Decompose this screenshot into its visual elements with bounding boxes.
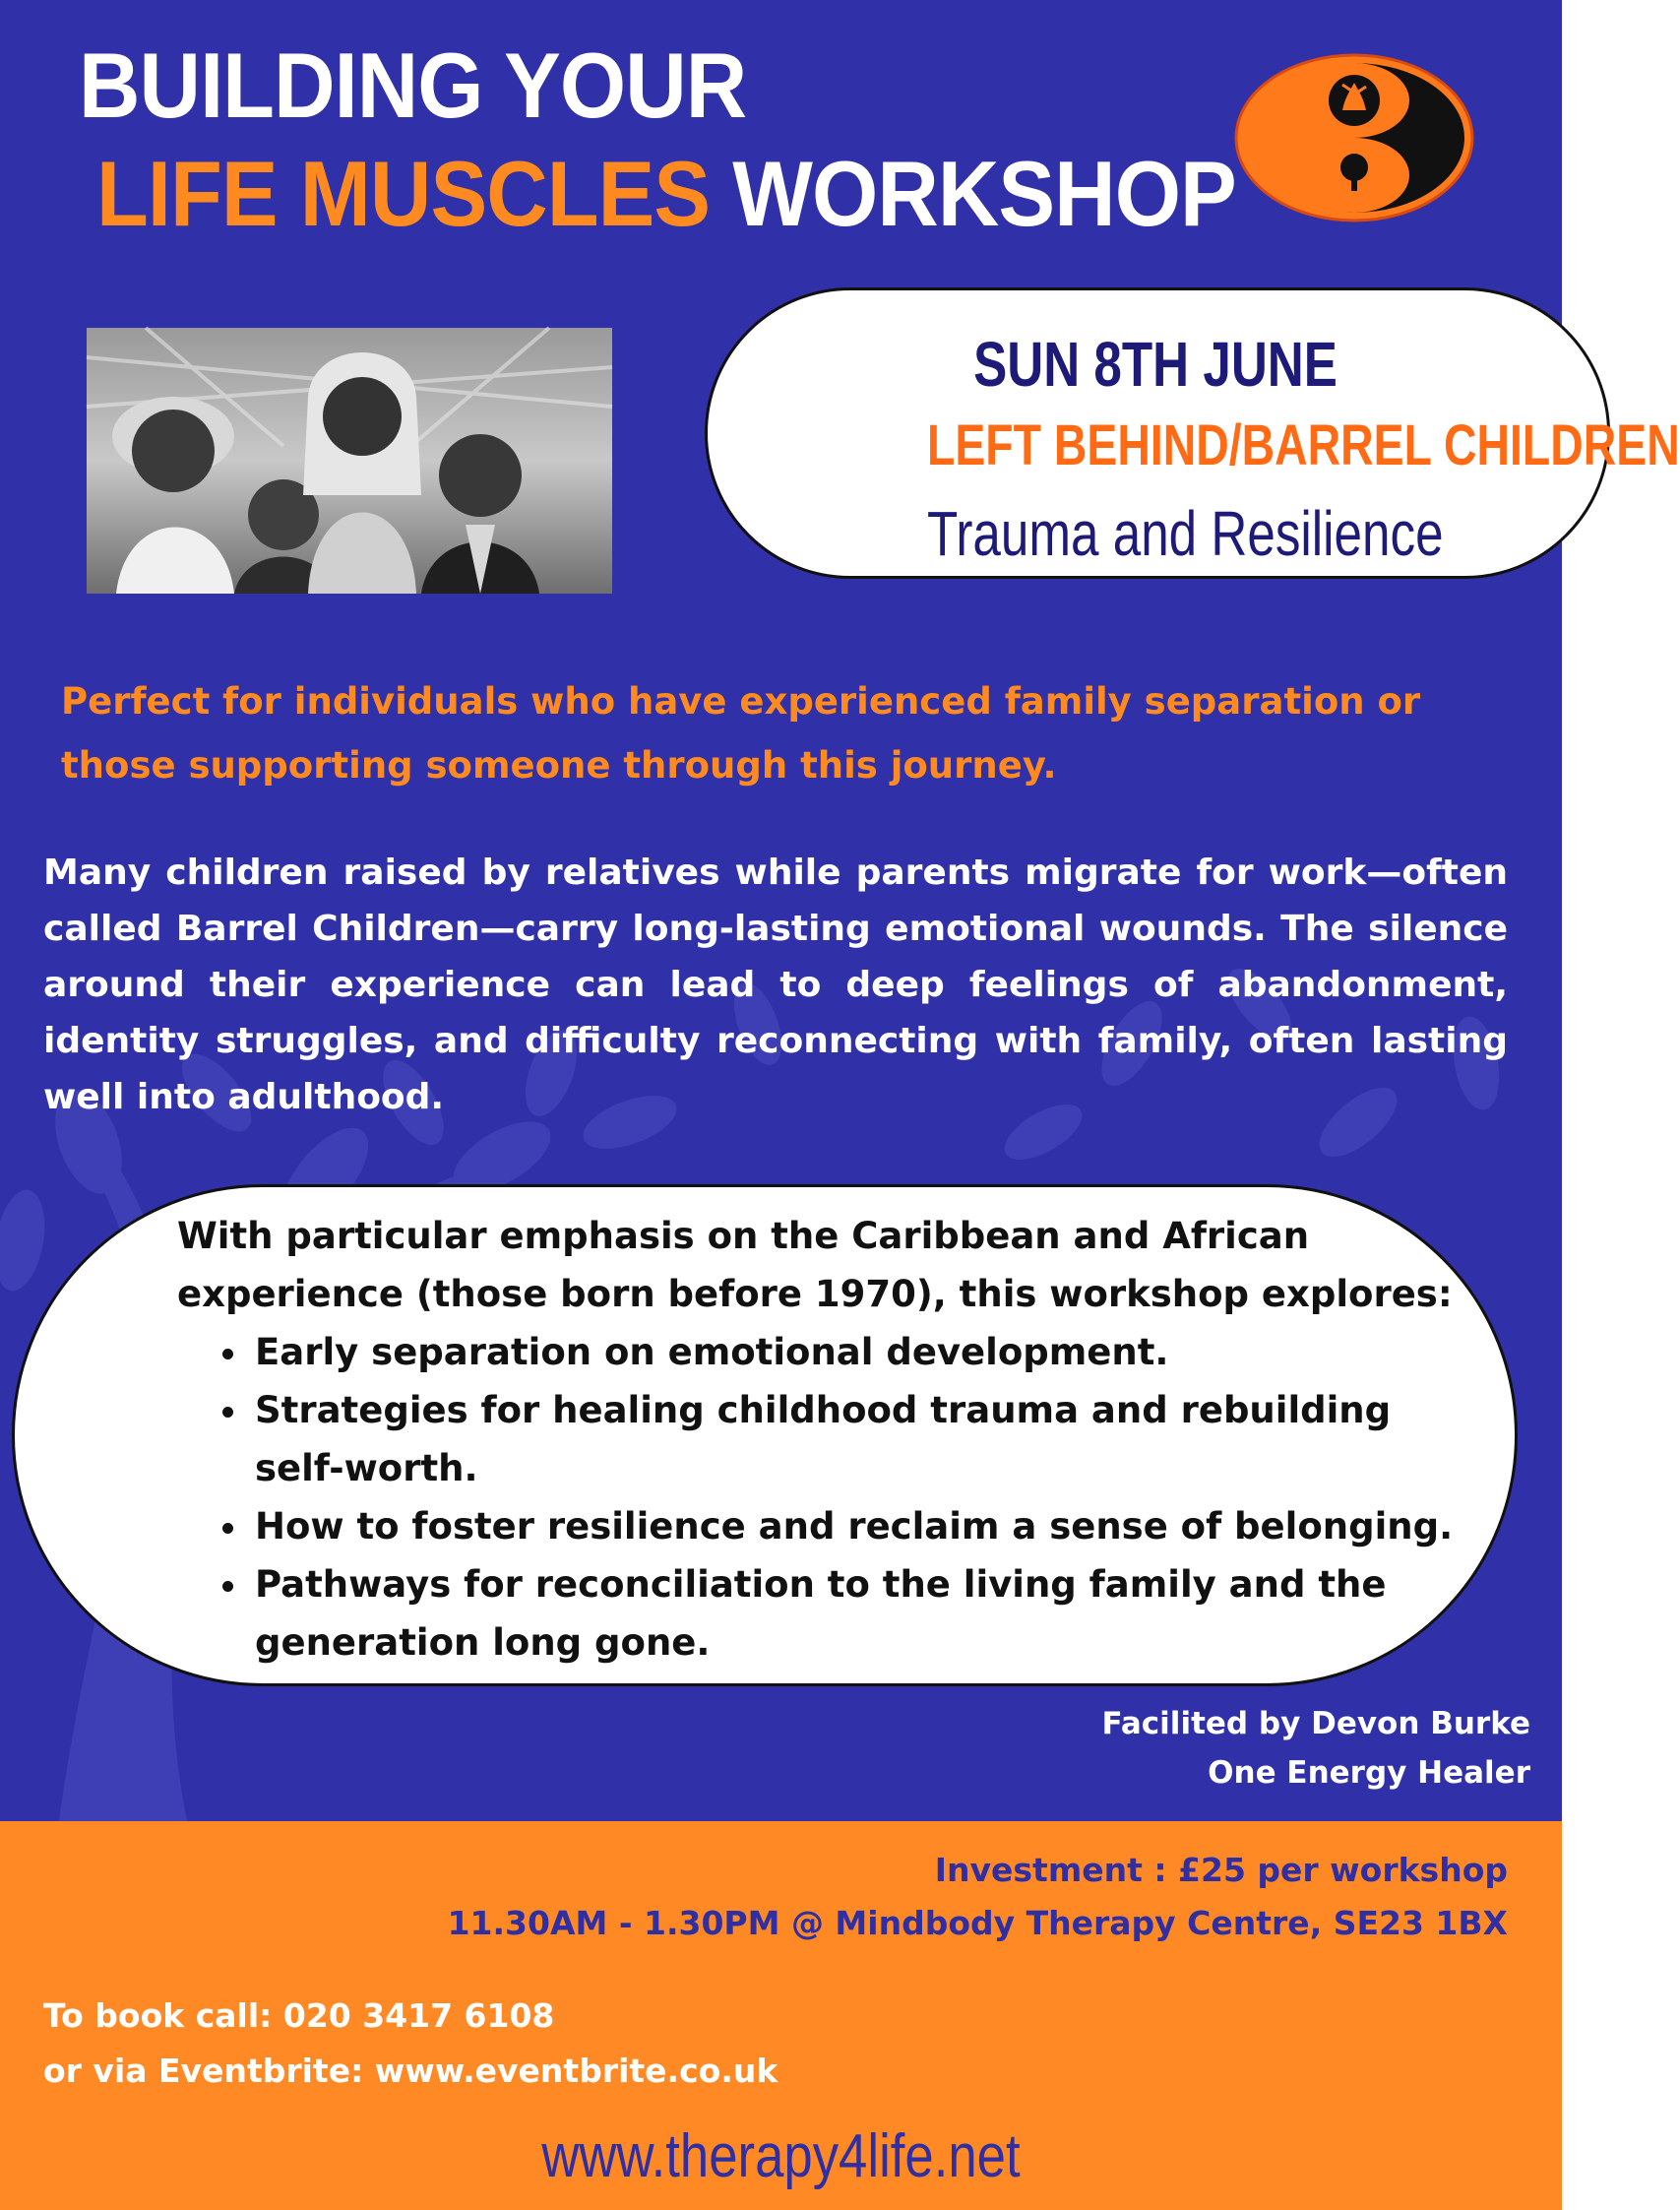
title-workshop: WORKSHOP xyxy=(732,142,1236,245)
booking-eventbrite: or via Eventbrite: www.eventbrite.co.uk xyxy=(43,2052,778,2090)
intro-line-2: those supporting someone through this journey. xyxy=(61,744,1057,787)
investment-price: Investment : £25 per workshop xyxy=(934,1851,1508,1889)
title-line-1: BUILDING YOUR xyxy=(79,33,747,137)
yin-yang-logo-icon xyxy=(1232,49,1476,230)
event-subtitle: Trauma and Resilience xyxy=(927,498,1444,569)
event-theme: LEFT BEHIND/BARREL CHILDREN xyxy=(927,413,1680,477)
children-photo xyxy=(87,328,612,594)
intro-line-1: Perfect for individuals who have experienced family separation or xyxy=(61,680,1421,723)
explore-list xyxy=(212,1323,1481,1672)
facilitator-title: One Energy Healer xyxy=(1208,1755,1530,1791)
body-paragraph: Many children raised by relatives while parents migrate for work—often called Barrel Children—carry long-lasting emotional wounds. The silence around their experience can lead to deep feelings of abandonment, identity struggles, and difficulty reconnecting with family, often lasting well into adulthood. xyxy=(43,852,1508,1117)
list-item: • Strategies for healing childhood trauma and rebuilding self-worth. xyxy=(251,1381,1481,1497)
list-item: • How to foster resilience and reclaim a sense of belonging. xyxy=(251,1497,1481,1555)
list-item: • Pathways for reconciliation to the living family and the generation long gone. xyxy=(251,1555,1481,1672)
title-highlight: LIFE MUSCLES xyxy=(96,142,711,245)
list-item: • Early separation on emotional development. xyxy=(251,1323,1481,1381)
time-location: 11.30AM - 1.30PM @ Mindbody Therapy Centre, SE23 1BX xyxy=(447,1904,1508,1942)
website-link[interactable]: www.therapy4life.net xyxy=(541,2122,1021,2190)
explore-intro: With particular emphasis on the Caribbean and African experience (those born before 1970), this workshop explores: xyxy=(177,1215,1453,1315)
facilitator-name: Facilited by Devon Burke xyxy=(1101,1706,1530,1741)
explore-oval xyxy=(12,1184,1518,1686)
footer xyxy=(0,1821,1562,2210)
booking-phone: To book call: 020 3417 6108 xyxy=(43,1996,555,2035)
event-pill xyxy=(705,287,1680,579)
event-date: SUN 8TH JUNE xyxy=(973,329,1338,400)
title-line-2 xyxy=(96,142,1236,245)
